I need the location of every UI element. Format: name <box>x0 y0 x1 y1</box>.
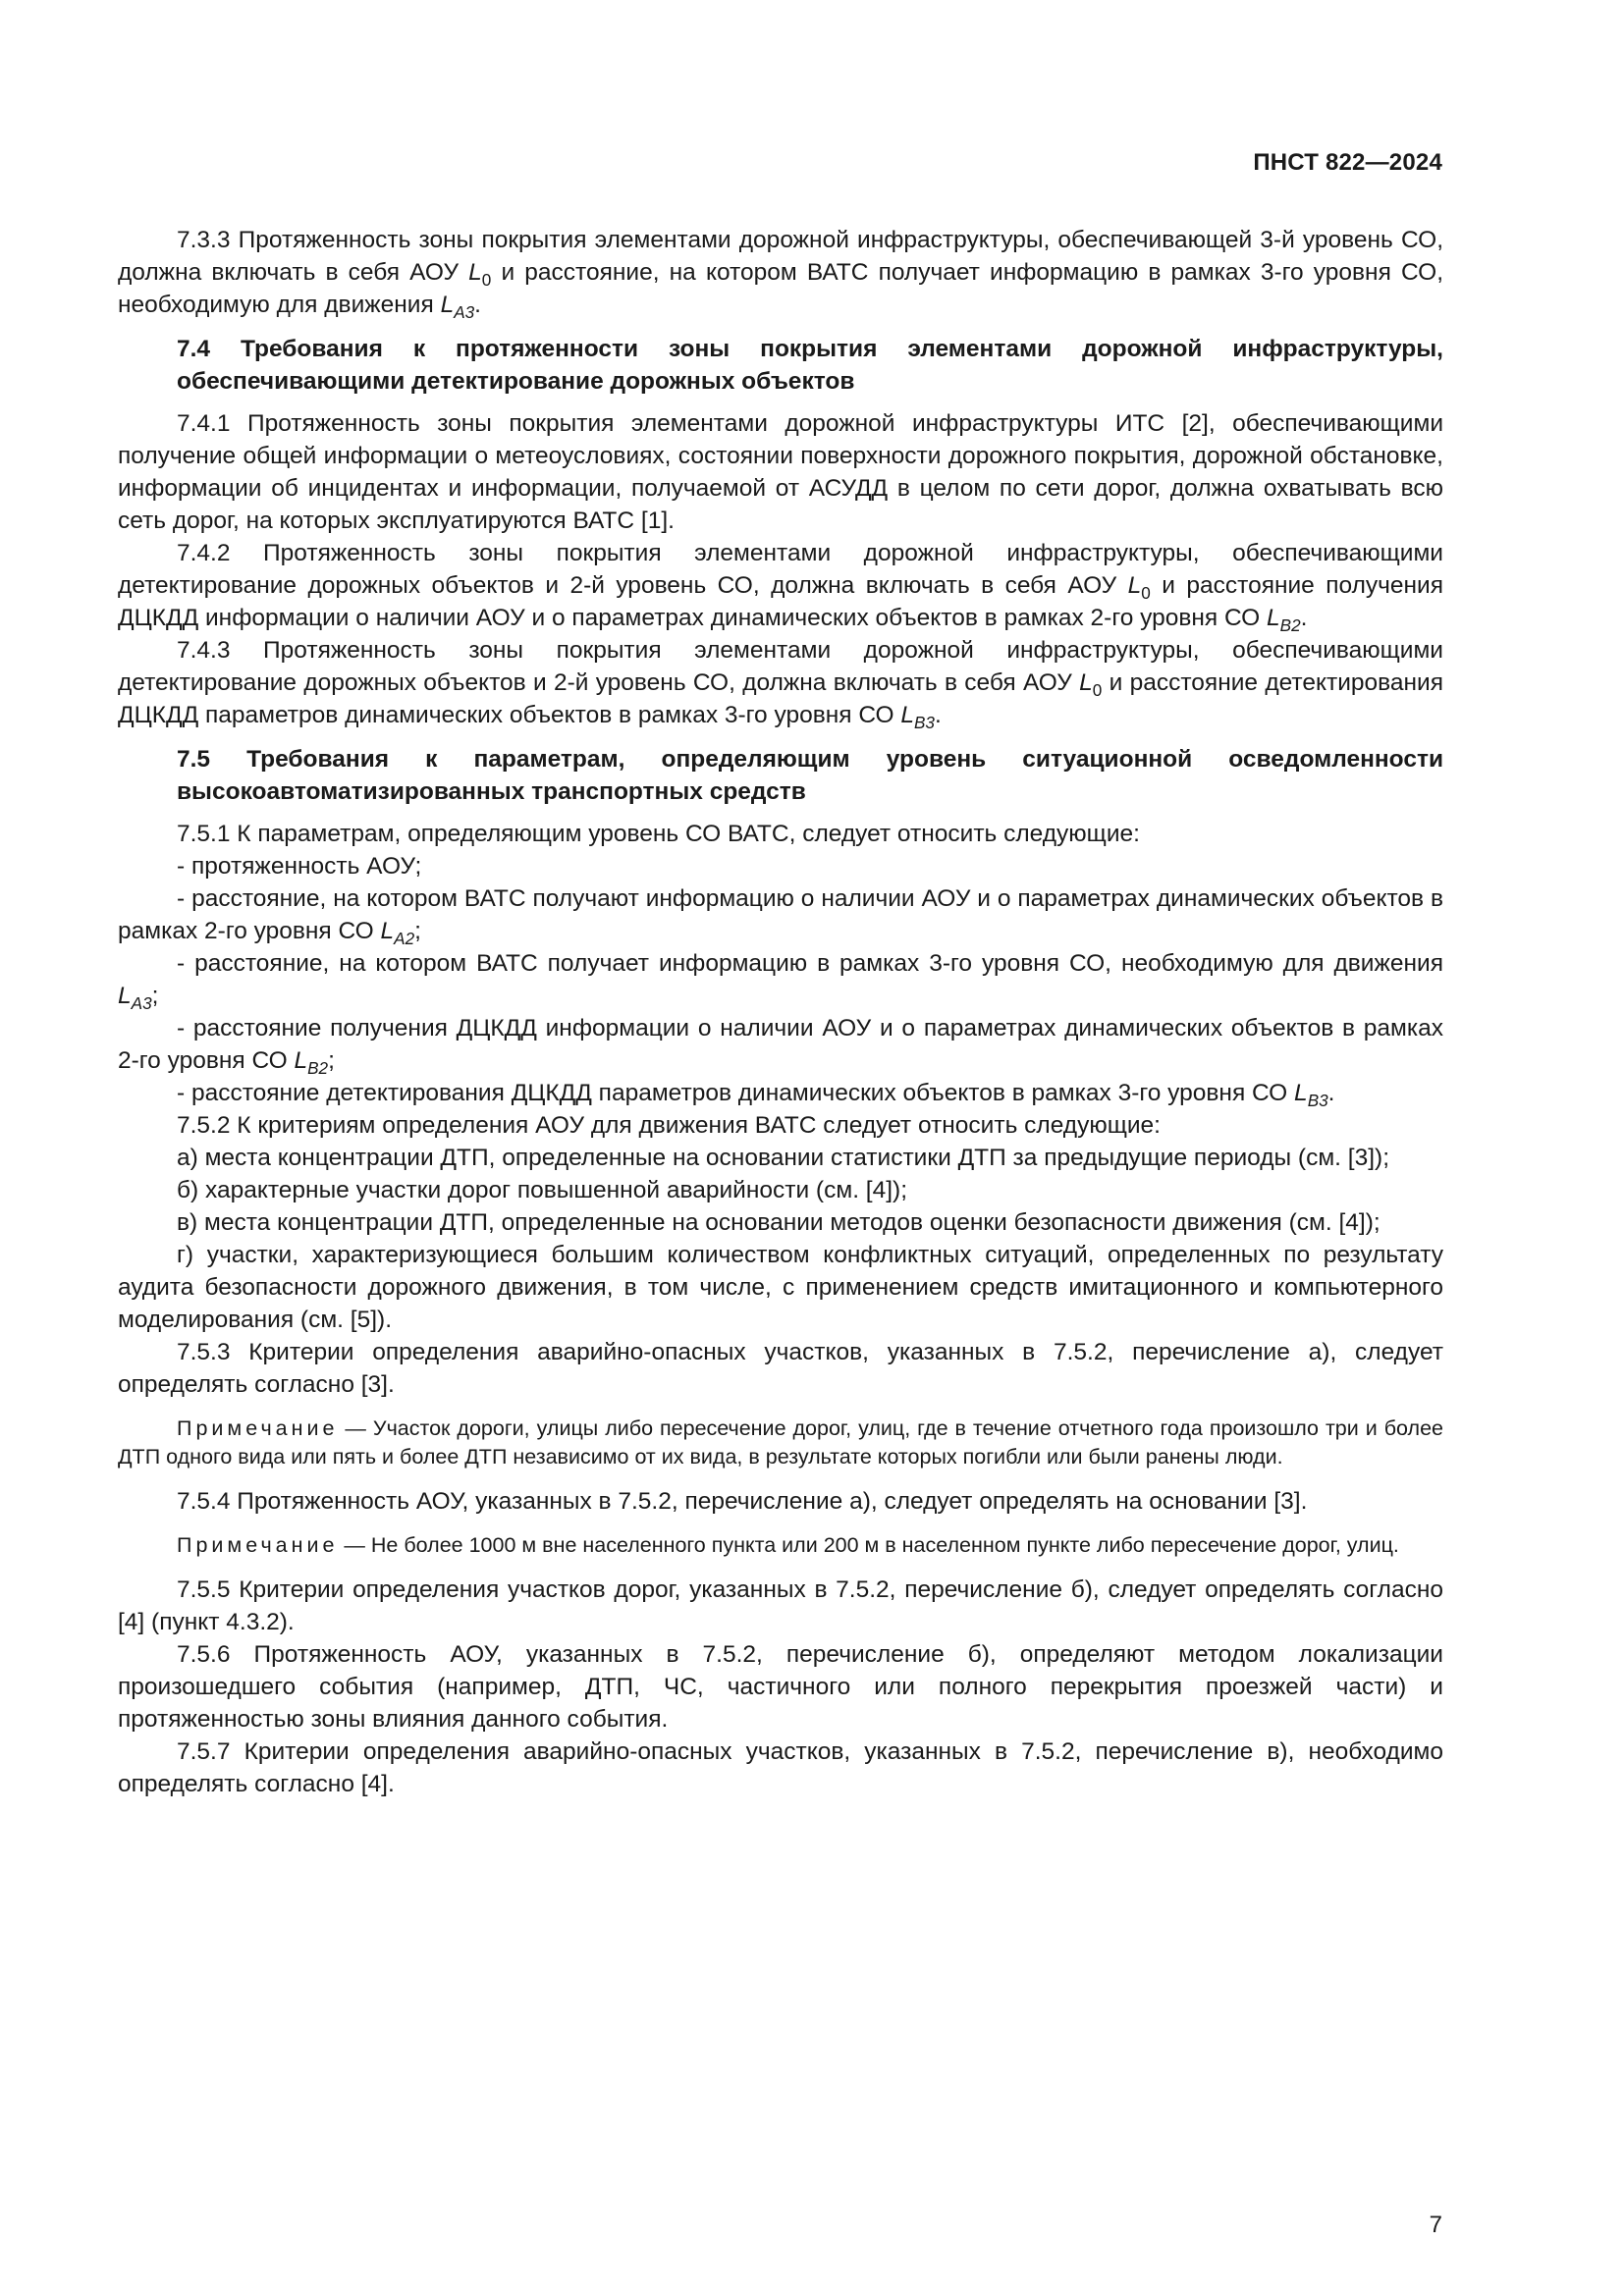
list-item: в) места концентрации ДТП, определенные на основании методов оценки безопасности движения (см. [4]); <box>177 1209 1380 1236</box>
paragraph-7-5-7: 7.5.7 Критерии определения аварийно-опасных участков, указанных в 7.5.2, перечисление в), необходимо определять согласно [4]. <box>118 1738 1443 1797</box>
list-item: - расстояние, на котором ВАТС получают информацию о наличии АОУ и о параметрах динамических объектов в рамках 2-го уровня СО $L_{A2}$; <box>118 885 1443 948</box>
document-code: ПНСТ 822—2024 <box>1253 149 1442 176</box>
page-number: 7 <box>1429 2212 1442 2238</box>
section-heading-7-5: 7.5 Требования к параметрам, определяющим уровень ситуационной осведомленности высокоавтоматизированных транспортных средств <box>177 746 1443 805</box>
note-label: Примечание <box>177 1533 339 1557</box>
paragraph-7-3-3: 7.3.3 Протяженность зоны покрытия элементами дорожной инфраструктуры, обеспечивающей 3-й уровень СО, должна включать в себя АОУ $L_0$ и расстояние, на котором ВАТС получает информацию в рамках 3-го уровня СО, необходимую для движения $L_{A3}$. <box>118 227 1443 322</box>
document-body <box>118 224 1443 1800</box>
note: Примечание — Не более 1000 м вне населенного пункта или 200 м в населенном пункте либо пересечение дорог, улиц. <box>177 1533 1399 1557</box>
paragraph-7-5-3: 7.5.3 Критерии определения аварийно-опасных участков, указанных в 7.5.2, перечисление а), следует определять согласно [3]. <box>118 1339 1443 1398</box>
paragraph-7-5-1: 7.5.1 К параметрам, определяющим уровень СО ВАТС, следует относить следующие: <box>177 821 1140 847</box>
note-label: Примечание <box>177 1416 339 1440</box>
list-item: а) места концентрации ДТП, определенные на основании статистики ДТП за предыдущие периоды (см. [3]); <box>177 1145 1390 1171</box>
paragraph-7-5-2: 7.5.2 К критериям определения АОУ для движения ВАТС следует относить следующие: <box>177 1112 1161 1139</box>
note: Примечание — Участок дороги, улицы либо пересечение дорог, улиц, где в течение отчетного года произошло три и более ДТП одного вида или пять и более ДТП независимо от их вида, в результате которых погибли или были ранены люди. <box>118 1416 1443 1468</box>
list-item: - расстояние, на котором ВАТС получает информацию в рамках 3-го уровня СО, необходимую для движения $L_{A3}$; <box>118 950 1443 1013</box>
paragraph-7-4-3: 7.4.3 Протяженность зоны покрытия элементами дорожной инфраструктуры, обеспечивающими детектирование дорожных объектов и 2-й уровень СО, должна включать в себя АОУ $L_0$ и расстояние детектирования ДЦКДД параметров динамических объектов в рамках 3-го уровня СО $L_{B3}$. <box>118 637 1444 732</box>
section-heading-7-4: 7.4 Требования к протяженности зоны покрытия элементами дорожной инфраструктуры, обеспечивающими детектирование дорожных объектов <box>177 336 1443 395</box>
paragraph-7-4-1: 7.4.1 Протяженность зоны покрытия элементами дорожной инфраструктуры ИТС [2], обеспечивающими получение общей информации о метеоусловиях, состоянии поверхности дорожного покрытия, дорожной обстановке, информации об инцидентах и информации, получаемой от АСУДД в целом по сети дорог, должна охватывать всю сеть дорог, на которых эксплуатируются ВАТС [1]. <box>118 410 1443 534</box>
list-item: б) характерные участки дорог повышенной аварийности (см. [4]); <box>177 1177 908 1203</box>
list-item: - расстояние получения ДЦКДД информации о наличии АОУ и о параметрах динамических объектов в рамках 2-го уровня СО $L_{B2}$; <box>118 1015 1443 1078</box>
list-item: - протяженность АОУ; <box>177 853 422 880</box>
list-item: г) участки, характеризующиеся большим количеством конфликтных ситуаций, определенных по результату аудита безопасности дорожного движения, в том числе, с применением средств имитационного и компьютерного моделирования (см. [5]). <box>118 1242 1443 1333</box>
paragraph-7-5-5: 7.5.5 Критерии определения участков дорог, указанных в 7.5.2, перечисление б), следует определять согласно [4] (пункт 4.3.2). <box>118 1576 1443 1635</box>
paragraph-7-5-6: 7.5.6 Протяженность АОУ, указанных в 7.5.2, перечисление б), определяют методом локализации произошедшего события (например, ДТП, ЧС, частичного или полного перекрытия проезжей части) и протяженностью зоны влияния данного события. <box>118 1641 1443 1733</box>
paragraph-7-4-2: 7.4.2 Протяженность зоны покрытия элементами дорожной инфраструктуры, обеспечивающими детектирование дорожных объектов и 2-й уровень СО, должна включать в себя АОУ $L_0$ и расстояние получения ДЦКДД информации о наличии АОУ и о параметрах динамических объектов в рамках 2-го уровня СО $L_{B2}$. <box>118 540 1443 635</box>
paragraph-7-5-4: 7.5.4 Протяженность АОУ, указанных в 7.5.2, перечисление а), следует определять на основании [3]. <box>177 1488 1308 1515</box>
list-item: - расстояние детектирования ДЦКДД параметров динамических объектов в рамках 3-го уровня СО $L_{B3}$. <box>177 1080 1335 1110</box>
